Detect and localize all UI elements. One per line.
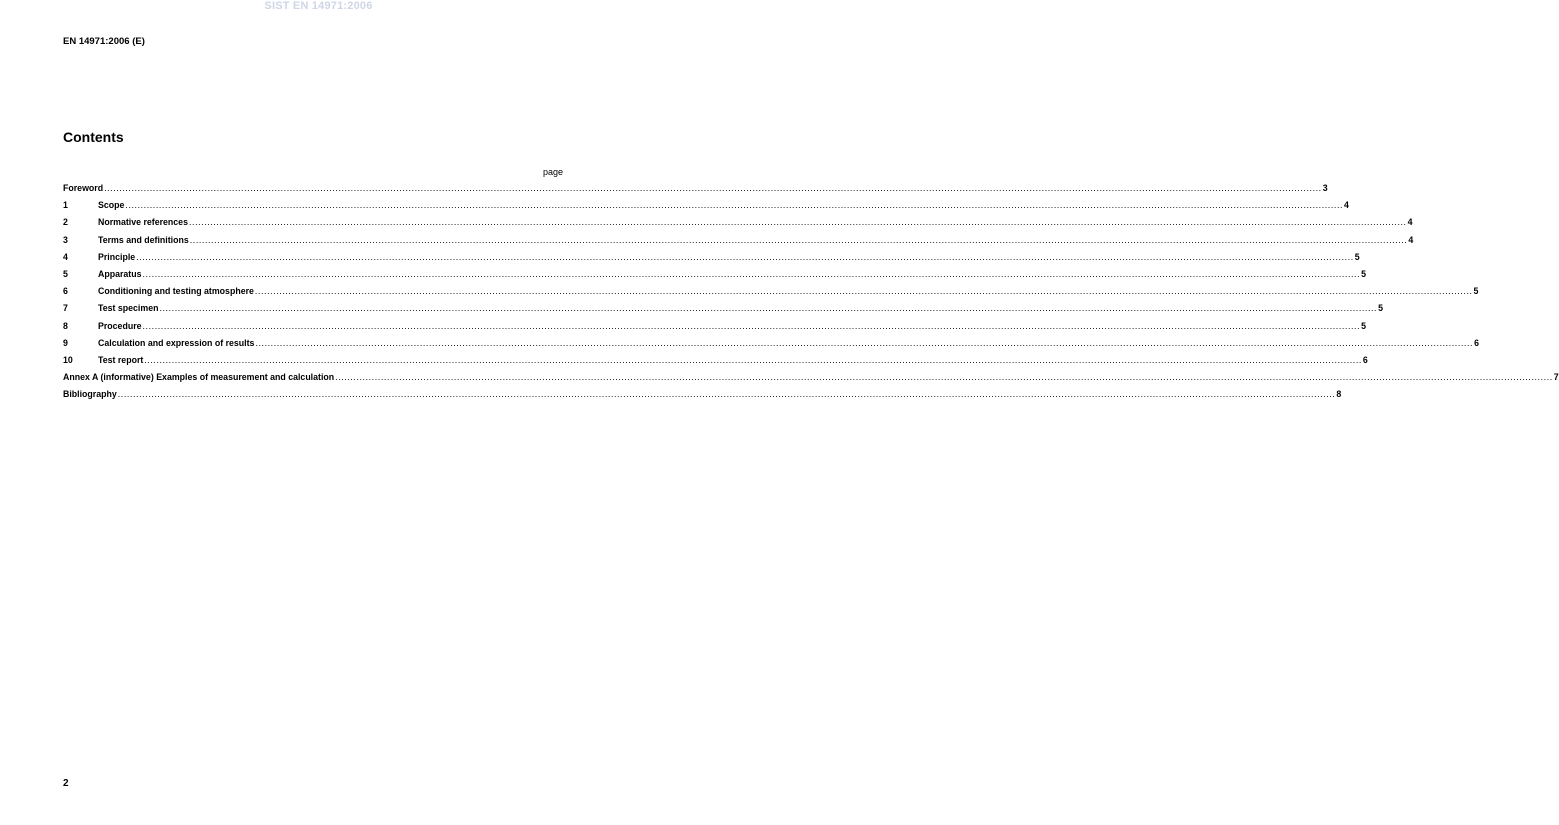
toc-entry-number: 1 xyxy=(63,200,68,211)
toc-dot-leader: ................................................................................................................................................................................................................................................................................................................................................................................................................ xyxy=(125,200,1344,211)
toc-entry-title: Conditioning and testing atmosphere xyxy=(98,286,254,297)
toc-entry-title: Foreword xyxy=(63,183,104,193)
toc-entry-page: 8 xyxy=(1336,389,1342,400)
toc-entry-page: 7 xyxy=(1553,372,1559,383)
page-number: 2 xyxy=(63,778,69,789)
toc-dot-leader: ................................................................................................................................................................................................................................................................................................................................................................................................................ xyxy=(144,354,1362,365)
toc-entry-number: 9 xyxy=(63,337,68,348)
toc-entry-page: 5 xyxy=(1361,268,1367,279)
toc-dot-leader: ................................................................................................................................................................................................................................................................................................................................................................................................................ xyxy=(335,372,1553,383)
toc-entry[interactable] xyxy=(63,200,1349,217)
toc-entry-number: 6 xyxy=(63,286,68,297)
toc-entry-title: Bibliography xyxy=(63,389,117,400)
toc-entry-page: 4 xyxy=(1407,217,1413,228)
toc-entry[interactable] xyxy=(63,234,1414,252)
toc-dot-leader: ................................................................................................................................................................................................................................................................................................................................................................................................................ xyxy=(254,286,1473,297)
toc-entry-number: 7 xyxy=(63,303,68,314)
toc-entry-page: 4 xyxy=(1408,234,1414,245)
toc-entry-title: Apparatus xyxy=(98,268,142,279)
toc-entry[interactable] xyxy=(63,251,1360,269)
toc-entry-page: 4 xyxy=(1344,200,1349,211)
toc-entry-number: 10 xyxy=(63,354,73,365)
toc-entry-page: 5 xyxy=(1378,303,1383,314)
watermark: SIST EN 14971:2006 xyxy=(264,0,373,12)
toc-dot-leader: ................................................................................................................................................................................................................................................................................................................................................................................................................ xyxy=(136,251,1354,262)
toc-entry[interactable] xyxy=(63,217,1413,234)
table-of-contents xyxy=(63,183,1559,406)
toc-dot-leader: ................................................................................................................................................................................................................................................................................................................................................................................................................ xyxy=(142,268,1361,279)
toc-dot-leader: ................................................................................................................................................................................................................................................................................................................................................................................................................ xyxy=(255,337,1474,348)
toc-entry-page: 3 xyxy=(1322,183,1328,193)
toc-entry[interactable] xyxy=(63,337,1479,355)
toc-entry[interactable] xyxy=(63,303,1383,320)
toc-entry-page: 5 xyxy=(1354,251,1360,262)
toc-entry-title: Annex A (informative) Examples of measurement and calculation xyxy=(63,372,335,383)
toc-entry-number: 2 xyxy=(63,217,68,228)
toc-entry-number: 4 xyxy=(63,251,68,262)
toc-entry-page: 5 xyxy=(1473,286,1479,297)
toc-entry[interactable] xyxy=(63,286,1479,303)
toc-entry-title: Principle xyxy=(98,251,136,262)
toc-entry-title: Test report xyxy=(98,354,144,365)
toc-dot-leader: ................................................................................................................................................................................................................................................................................................................................................................................................................ xyxy=(159,303,1378,314)
toc-entry-page: 6 xyxy=(1362,354,1368,365)
toc-entry-page: 5 xyxy=(1361,320,1367,331)
toc-entry-title: Terms and definitions xyxy=(98,234,189,245)
toc-entry[interactable] xyxy=(63,183,1328,200)
toc-dot-leader: ................................................................................................................................................................................................................................................................................................................................................................................................................ xyxy=(189,234,1408,245)
toc-entry-number: 8 xyxy=(63,320,68,331)
toc-dot-leader: ................................................................................................................................................................................................................................................................................................................................................................................................................ xyxy=(117,389,1336,400)
toc-entry[interactable] xyxy=(63,389,1342,406)
toc-entry-title: Test specimen xyxy=(98,303,159,314)
page-column-label: page xyxy=(542,167,563,177)
toc-entry[interactable] xyxy=(63,320,1367,338)
toc-entry[interactable] xyxy=(63,354,1368,372)
toc-entry-title: Normative references xyxy=(98,217,188,228)
toc-entry[interactable] xyxy=(63,372,1559,389)
toc-entry-title: Procedure xyxy=(98,320,142,331)
toc-dot-leader: ................................................................................................................................................................................................................................................................................................................................................................................................................ xyxy=(188,217,1407,228)
toc-entry-title: Calculation and expression of results xyxy=(98,337,255,348)
toc-entry-title: Scope xyxy=(98,200,125,211)
toc-dot-leader: ................................................................................................................................................................................................................................................................................................................................................................................................................ xyxy=(142,320,1361,331)
document-id: EN 14971:2006 (E) xyxy=(63,36,145,47)
toc-entry-number: 3 xyxy=(63,234,68,245)
contents-heading: Contents xyxy=(63,129,124,145)
toc-entry-page: 6 xyxy=(1474,337,1479,348)
toc-entry-number: 5 xyxy=(63,268,68,279)
toc-dot-leader: ................................................................................................................................................................................................................................................................................................................................................................................................................ xyxy=(104,183,1322,193)
toc-entry[interactable] xyxy=(63,268,1367,286)
